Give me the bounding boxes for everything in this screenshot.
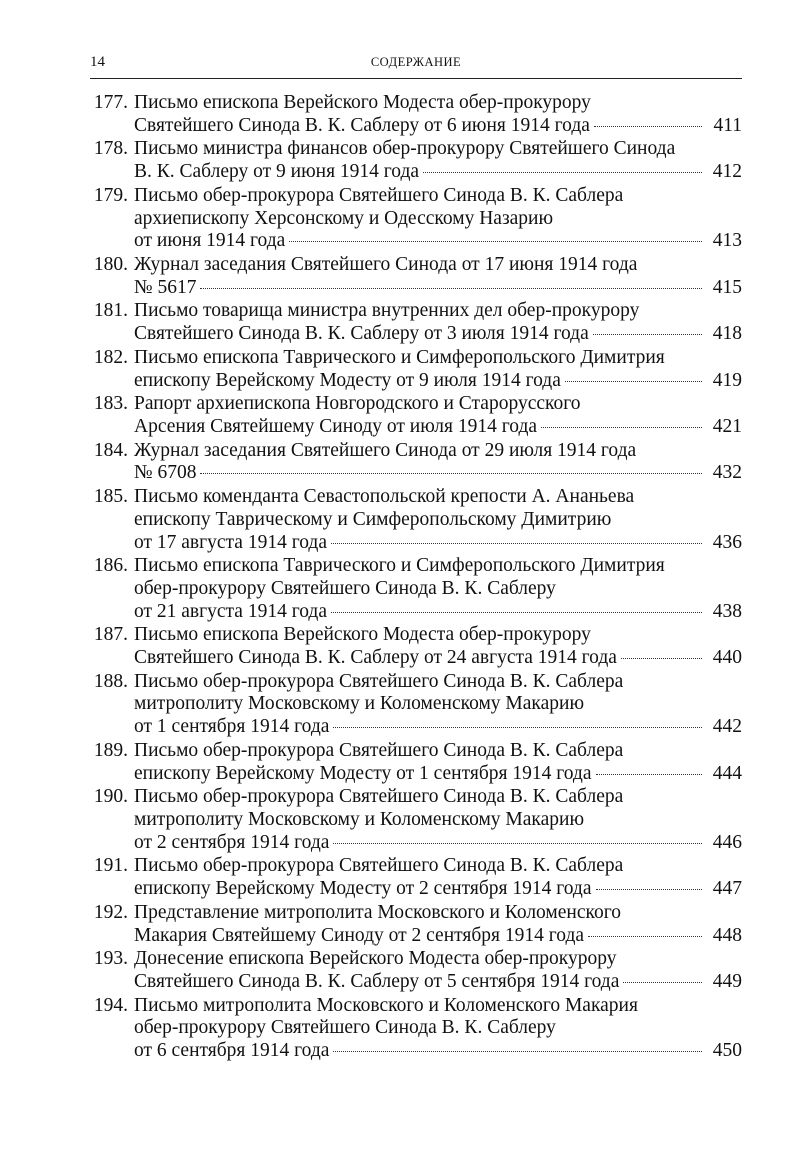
entry-body	[134, 92, 742, 138]
dot-leader	[593, 334, 702, 335]
page-reference[interactable]: 444	[712, 762, 742, 784]
entry-number: 190.	[93, 786, 128, 808]
toc-entry[interactable]	[82, 393, 742, 439]
entry-last-line	[134, 115, 742, 138]
entry-number: 178.	[93, 138, 128, 160]
entry-body	[134, 185, 742, 253]
dot-leader	[289, 241, 702, 242]
entry-title-line: от 6 сентября 1914 года	[134, 1040, 330, 1062]
toc-entry[interactable]	[82, 740, 742, 786]
dot-leader	[621, 658, 702, 659]
page-reference[interactable]: 442	[712, 716, 742, 738]
toc-entry[interactable]	[82, 440, 742, 486]
entry-title-line: Святейшего Синода В. К. Саблеру от 3 июля 1914 года	[134, 323, 589, 345]
entry-last-line	[134, 230, 742, 253]
toc-entry[interactable]	[82, 855, 742, 901]
entry-last-line	[134, 716, 742, 739]
dot-leader	[596, 889, 702, 890]
entry-title-line: от июня 1914 года	[134, 230, 286, 252]
entry-number: 183.	[93, 393, 128, 415]
dot-leader	[594, 126, 702, 127]
entry-title-line: Письмо епископа Таврического и Симферопольского Димитрия	[134, 555, 665, 577]
entry-title-line: епископу Таврическому и Симферопольскому Димитрию	[134, 508, 612, 530]
toc-entry[interactable]	[82, 486, 742, 554]
page-header	[90, 50, 742, 79]
page-number: 14	[90, 54, 105, 70]
entry-title-line: Письмо обер-прокурора Святейшего Синода В. К. Саблера	[134, 739, 624, 761]
entry-body	[134, 486, 742, 554]
entry-number: 187.	[93, 624, 128, 646]
entry-title-line: В. К. Саблеру от 9 июня 1914 года	[134, 161, 420, 183]
entry-title-line: Письмо епископа Верейского Модеста обер-прокурору	[134, 92, 591, 113]
toc-entry[interactable]	[82, 902, 742, 948]
entry-title-line: Письмо епископа Верейского Модеста обер-прокурору	[134, 624, 591, 646]
entry-title-line: от 1 сентября 1914 года	[134, 716, 330, 738]
entry-body	[134, 440, 742, 486]
entry-number: 184.	[93, 439, 128, 461]
entry-body	[134, 254, 742, 300]
entry-number: 177.	[93, 92, 128, 113]
entry-last-line	[134, 601, 742, 624]
entry-title-line: епископу Верейскому Модесту от 9 июля 1914 года	[134, 369, 561, 391]
page-reference[interactable]: 447	[712, 878, 742, 900]
entry-title-line: Журнал заседания Святейшего Синода от 29 июля 1914 года	[134, 439, 637, 461]
page-reference[interactable]: 419	[712, 369, 742, 391]
page-reference[interactable]: 440	[712, 647, 742, 669]
entry-title-line: № 5617	[134, 276, 197, 298]
entry-number: 188.	[93, 670, 128, 692]
entry-last-line	[134, 416, 742, 439]
toc-entry[interactable]	[82, 254, 742, 300]
dot-leader	[588, 936, 702, 937]
entry-title-line: архиепископу Херсонскому и Одесскому Назарию	[134, 207, 554, 229]
dot-leader	[596, 774, 702, 775]
entry-number: 192.	[93, 901, 128, 923]
toc-entry[interactable]	[82, 786, 742, 854]
entry-title-line: № 6708	[134, 462, 197, 484]
dot-leader	[331, 612, 702, 613]
entry-title-line: Письмо обер-прокурора Святейшего Синода В. К. Саблера	[134, 786, 624, 808]
entry-number: 193.	[93, 948, 128, 970]
entry-last-line	[134, 323, 742, 346]
toc-entry[interactable]	[82, 948, 742, 994]
entry-last-line	[134, 462, 742, 485]
entry-title-line: Святейшего Синода В. К. Саблеру от 24 августа 1914 года	[134, 647, 617, 669]
toc-entry[interactable]	[82, 185, 742, 253]
entry-last-line	[134, 647, 742, 670]
entry-body	[134, 855, 742, 901]
entry-number: 194.	[93, 994, 128, 1016]
toc-entry[interactable]	[82, 347, 742, 393]
page-reference[interactable]: 432	[712, 462, 742, 484]
toc-entry[interactable]	[82, 671, 742, 739]
entry-body	[134, 995, 742, 1063]
entry-title-line: Письмо товарища министра внутренних дел обер-прокурору	[134, 300, 640, 322]
page-reference[interactable]: 413	[712, 230, 742, 252]
table-of-contents	[82, 92, 742, 1064]
entry-title-line: Донесение епископа Верейского Модеста обер-прокурору	[134, 948, 617, 970]
entry-last-line	[134, 370, 742, 393]
dot-leader	[333, 727, 702, 728]
entry-title-line: Письмо митрополита Московского и Коломенского Макария	[134, 994, 638, 1016]
toc-entry[interactable]	[82, 300, 742, 346]
toc-entry[interactable]	[82, 624, 742, 670]
entry-title-line: Макария Святейшему Синоду от 2 сентября 1914 года	[134, 924, 585, 946]
entry-number: 186.	[93, 555, 128, 577]
entry-title-line: обер-прокурору Святейшего Синода В. К. Саблеру	[134, 1017, 556, 1039]
dot-leader	[541, 427, 702, 428]
entry-title-line: епископу Верейскому Модесту от 2 сентября 1914 года	[134, 878, 592, 900]
dot-leader	[331, 543, 702, 544]
page-reference[interactable]: 421	[712, 415, 742, 437]
page-reference[interactable]: 436	[712, 531, 742, 553]
toc-entry[interactable]	[82, 138, 742, 184]
page-reference[interactable]: 450	[712, 1040, 742, 1062]
entry-body	[134, 902, 742, 948]
entry-number: 191.	[93, 855, 128, 877]
page-reference[interactable]: 446	[712, 831, 742, 853]
entry-title-line: Представление митрополита Московского и Коломенского	[134, 901, 622, 923]
toc-entry[interactable]	[82, 995, 742, 1063]
entry-title-line: от 17 августа 1914 года	[134, 531, 327, 553]
entry-title-line: Арсения Святейшему Синоду от июля 1914 года	[134, 415, 538, 437]
entry-last-line	[134, 532, 742, 555]
entry-number: 182.	[93, 346, 128, 368]
entry-number: 185.	[93, 485, 128, 507]
entry-title-line: Письмо епископа Таврического и Симферопольского Димитрия	[134, 346, 665, 368]
entry-title-line: Письмо коменданта Севастопольской крепости А. Ананьева	[134, 485, 635, 507]
entry-title-line: обер-прокурору Святейшего Синода В. К. Саблеру	[134, 577, 556, 599]
entry-title-line: Письмо обер-прокурора Святейшего Синода В. К. Саблера	[134, 670, 624, 692]
entry-body	[134, 671, 742, 739]
dot-leader	[333, 1051, 702, 1052]
page-reference[interactable]: 418	[712, 323, 742, 345]
entry-last-line	[134, 161, 742, 184]
toc-entry[interactable]	[82, 555, 742, 623]
toc-entry[interactable]	[82, 92, 742, 138]
page-reference[interactable]: 412	[712, 161, 742, 183]
entry-title-line: Письмо обер-прокурора Святейшего Синода В. К. Саблера	[134, 184, 624, 206]
entry-body	[134, 555, 742, 623]
page-reference[interactable]: 411	[713, 114, 742, 136]
entry-title-line: Рапорт архиепископа Новгородского и Старорусского	[134, 393, 581, 415]
entry-title-line: Письмо министра финансов обер-прокурору Святейшего Синода	[134, 138, 676, 160]
entry-body	[134, 948, 742, 994]
page-reference[interactable]: 448	[712, 924, 742, 946]
entry-last-line	[134, 763, 742, 786]
entry-title-line: Святейшего Синода В. К. Саблеру от 6 июня 1914 года	[134, 114, 590, 136]
page-reference[interactable]: 449	[712, 971, 742, 993]
entry-title-line: Письмо обер-прокурора Святейшего Синода В. К. Саблера	[134, 855, 624, 877]
entry-number: 179.	[93, 184, 128, 206]
dot-leader	[333, 843, 702, 844]
entry-last-line	[134, 832, 742, 855]
entry-last-line	[134, 878, 742, 901]
entry-body	[134, 624, 742, 670]
entry-body	[134, 347, 742, 393]
entry-body	[134, 740, 742, 786]
page-reference[interactable]: 438	[712, 600, 742, 622]
entry-last-line	[134, 925, 742, 948]
dot-leader	[623, 982, 702, 983]
entry-body	[134, 138, 742, 184]
dot-leader	[565, 381, 702, 382]
entry-last-line	[134, 971, 742, 994]
entry-title-line: епископу Верейскому Модесту от 1 сентября 1914 года	[134, 762, 592, 784]
entry-last-line	[134, 277, 742, 300]
page-reference[interactable]: 415	[712, 276, 742, 298]
entry-number: 189.	[93, 739, 128, 761]
entry-title-line: митрополиту Московскому и Коломенскому Макарию	[134, 809, 585, 831]
dot-leader	[200, 288, 702, 289]
entry-number: 180.	[93, 253, 128, 275]
entry-title-line: Журнал заседания Святейшего Синода от 17 июня 1914 года	[134, 253, 638, 275]
dot-leader	[200, 473, 702, 474]
entry-last-line	[134, 1040, 742, 1063]
entry-title-line: от 21 августа 1914 года	[134, 600, 327, 622]
entry-body	[134, 393, 742, 439]
running-head: СОДЕРЖАНИЕ	[370, 55, 462, 69]
entry-title-line: от 2 сентября 1914 года	[134, 831, 330, 853]
entry-number: 181.	[93, 300, 128, 322]
dot-leader	[423, 172, 702, 173]
entry-title-line: Святейшего Синода В. К. Саблеру от 5 сентября 1914 года	[134, 971, 620, 993]
entry-title-line: митрополиту Московскому и Коломенскому Макарию	[134, 693, 585, 715]
entry-body	[134, 300, 742, 346]
entry-body	[134, 786, 742, 854]
